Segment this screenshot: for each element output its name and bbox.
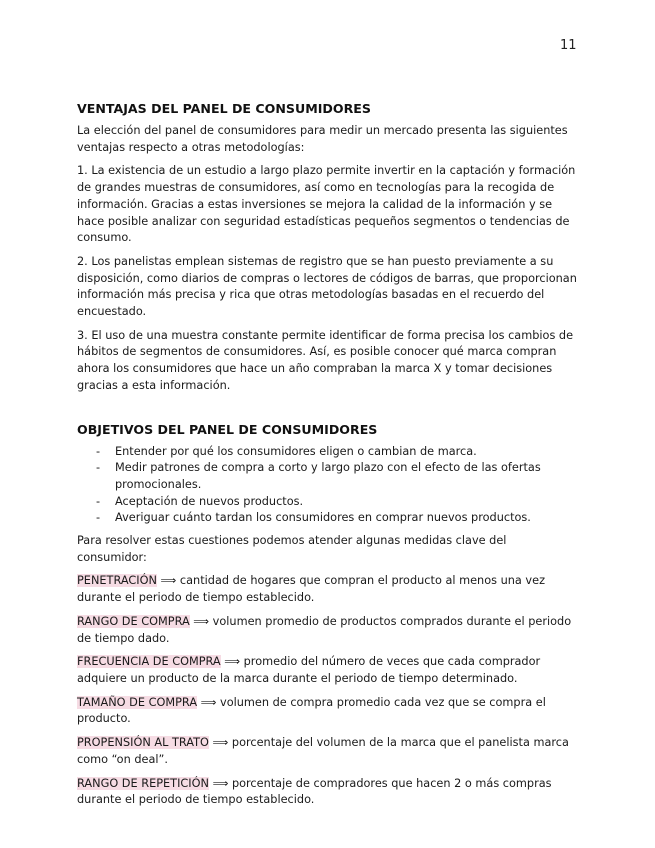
highlighted-term: RANGO DE COMPRA bbox=[77, 614, 190, 628]
list-item: - Averiguar cuánto tardan los consumidores en comprar nuevos productos. bbox=[77, 510, 579, 527]
section-heading-objectives: OBJETIVOS DEL PANEL DE CONSUMIDORES bbox=[77, 421, 378, 437]
measure-deal-propensity bbox=[77, 735, 579, 768]
advantage-point: 2. Los panelistas emplean sistemas de registro que se han puesto previamente a su disposición, como diarios de compras o lectores de códigos de barras, que proporcionan información más precisa y rica que otras metodologías basadas en el recuerdo del encuestado. bbox=[77, 254, 577, 319]
measure-penetration bbox=[77, 573, 579, 606]
measure-repeat-range bbox=[77, 776, 579, 809]
highlighted-term: RANGO DE REPETICIÓN bbox=[77, 776, 209, 790]
arrow-icon: ⟹ bbox=[224, 655, 241, 669]
measure-description: cantidad de hogares que compran el producto al menos una vez durante el periodo de tiempo establecido. bbox=[77, 574, 545, 605]
section-heading-advantages: VENTAJAS DEL PANEL DE CONSUMIDORES bbox=[77, 101, 371, 116]
objectives-list bbox=[77, 444, 579, 528]
objectives-section bbox=[77, 421, 579, 809]
list-item: - Medir patrones de compra a corto y largo plazo con el efecto de las ofertas promocionales. bbox=[77, 460, 579, 493]
measure-purchase-range bbox=[77, 614, 579, 647]
advantages-section bbox=[77, 100, 579, 395]
measure-description: volumen de compra promedio cada vez que se compra el producto. bbox=[77, 695, 546, 726]
advantage-point: 1. La existencia de un estudio a largo plazo permite invertir en la captación y formación de grandes muestras de consumidores, así como en tecnologías para la recogida de información. Gracias a estas inversiones se mejora la calidad de la información y se hace posible analizar con seguridad estadísticas pequeños segmentos o tendencias de consumo. bbox=[77, 164, 576, 245]
arrow-icon: ⟹ bbox=[160, 574, 177, 588]
advantage-point: 3. El uso de una muestra constante permite identificar de forma precisa los cambios de hábitos de segmentos de consumidores. Así, es posible conocer qué marca compran ahora los consumidores que hace un año compraban la marca X y tomar decisiones gracias a esta información. bbox=[77, 328, 574, 392]
arrow-icon: ⟹ bbox=[212, 776, 229, 790]
measures-lead: Para resolver estas cuestiones podemos atender algunas medidas clave del consumidor: bbox=[77, 534, 507, 564]
list-item: - Aceptación de nuevos productos. bbox=[77, 494, 579, 511]
measure-description: porcentaje de compradores que hacen 2 o más compras durante el periodo de tiempo establecido. bbox=[77, 776, 552, 807]
arrow-icon: ⟹ bbox=[212, 736, 229, 750]
measure-description: volumen promedio de productos comprados durante el periodo de tiempo dado. bbox=[77, 614, 572, 645]
measure-description: promedio del número de veces que cada comprador adquiere un producto de la marca durante el periodo de tiempo determinado. bbox=[77, 655, 541, 685]
document-body bbox=[77, 100, 579, 816]
highlighted-term: TAMAÑO DE COMPRA bbox=[77, 695, 198, 709]
measure-description: porcentaje del volumen de la marca que el panelista marca como “on deal”. bbox=[77, 736, 569, 766]
highlighted-term: PROPENSIÓN AL TRATO bbox=[77, 736, 209, 750]
list-item: - Entender por qué los consumidores eligen o cambian de marca. bbox=[77, 444, 579, 461]
page-number: 11 bbox=[560, 38, 577, 53]
highlighted-term: FRECUENCIA DE COMPRA bbox=[77, 655, 221, 669]
measure-purchase-frequency bbox=[77, 654, 579, 687]
highlighted-term: PENETRACIÓN bbox=[77, 574, 157, 588]
advantages-intro: La elección del panel de consumidores para medir un mercado presenta las siguientes ventajas respecto a otras metodologías: bbox=[77, 124, 568, 154]
arrow-icon: ⟹ bbox=[200, 695, 217, 709]
measure-purchase-size bbox=[77, 695, 579, 728]
arrow-icon: ⟹ bbox=[193, 614, 210, 628]
